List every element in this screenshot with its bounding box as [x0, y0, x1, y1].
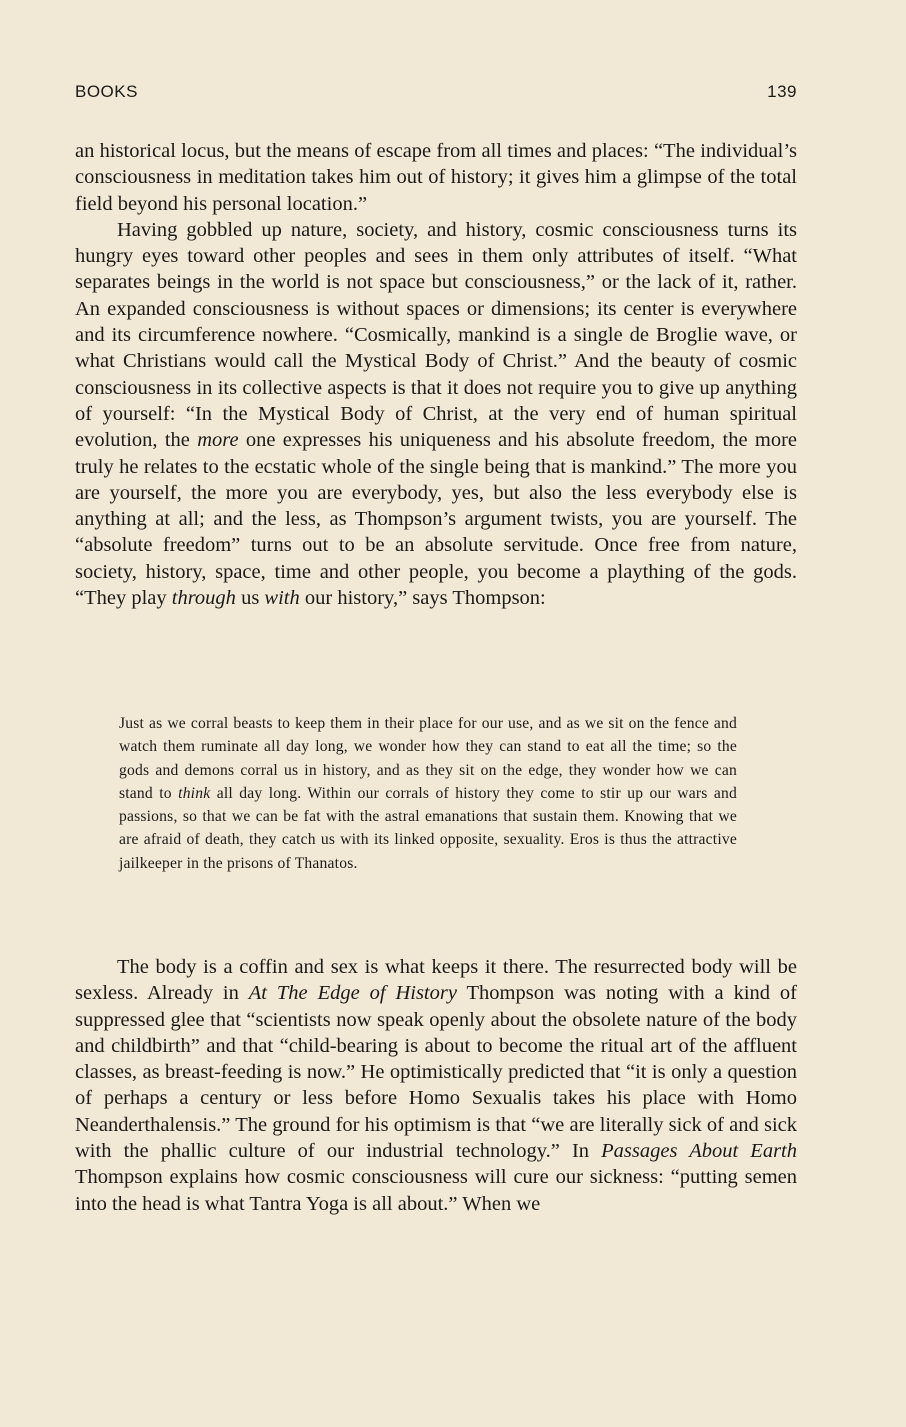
running-head — [75, 82, 797, 106]
book-title-edge-of-history: At The Edge of History — [248, 982, 457, 1005]
paragraph-1: an historical locus, but the means of escape from all times and places: “The individual’s consciousness in meditation takes him out of history; it gives him a glimpse of the total field beyond his personal location.” — [75, 140, 797, 215]
paragraph-3 — [75, 954, 797, 1217]
italic-with: with — [264, 587, 300, 610]
paragraph-2-part-b: one expresses his uniqueness and his absolute freedom, the more truly he relates to the ecstatic whole of the single being that is mankind.” The more you are yourself, the more you are everybody, yes, but also the less everybody else is anything at all; and the less, as Thompson’s argument twists, you are yourself. The “absolute freedom” turns out to be an absolute servitude. Once free from nature, society, history, space, time and other people, you become a plaything of the gods. “They play — [75, 429, 798, 610]
page-number: 139 — [767, 82, 797, 101]
paragraph-2-part-a: Having gobbled up nature, society, and history, cosmic consciousness turns its hungry eyes toward other peoples and sees in them only attributes of itself. “What separates beings in the world is not space but consciousness,” or the lack of it, rather. An expanded consciousness is without spaces or dimensions; its center is everywhere and its circumference nowhere. “Cosmically, mankind is a single de Broglie wave, or what Christians would call the Mystical Body of Christ.” And the beauty of cosmic consciousness in its collective aspects is that it does not require you to give up anything of yourself: “In the Mystical Body of Christ, at the very end of human spiritual evolution, the — [75, 218, 797, 452]
paragraph-2 — [75, 217, 797, 611]
paragraph-3-part-b: Thompson was noting with a kind of suppressed glee that “scientists now speak openly about the obsolete nature of the body and childbirth” and that “child-bearing is about to become the ritual art of the affluent classes, as breast-feeding is now.” He optimistically predicted that “it is only a question of perhaps a century or less before Homo Sexualis takes his place with Homo Neanderthalensis.” The ground for his optimism is that “we are literally sick of and sick with the phallic culture of our industrial technology.” In — [75, 982, 798, 1163]
quote-part-b: all day long. Within our corrals of history they come to stir up our wars and passions, so that we can be fat with the astral emanations that sustain them. Knowing that we are afraid of death, they catch us with its linked opposite, sexuality. Eros is thus the attractive jailkeeper in the prisons of Thanatos. — [119, 784, 737, 872]
block-quote — [119, 712, 737, 875]
running-title: BOOKS — [75, 82, 138, 101]
main-text-continued — [75, 954, 797, 1217]
italic-through: through — [171, 587, 236, 610]
main-text — [75, 138, 797, 611]
paragraph-3-part-a: The body is a coffin and sex is what keeps it there. The resurrected body will be sexless. Already in — [75, 956, 797, 1005]
italic-think: think — [178, 784, 211, 802]
paragraph-3-part-c: Thompson explains how cosmic consciousness will cure our sickness: “putting semen into the head is what Tantra Yoga is all about.” When we — [75, 1166, 797, 1215]
italic-more: more — [197, 429, 239, 452]
paragraph-2-part-d: our history,” says Thompson: — [299, 587, 546, 610]
quote-part-a: Just as we corral beasts to keep them in their place for our use, and as we sit on the fence and watch them ruminate all day long, we wonder how they can stand to eat all the time; so the gods and demons corral us in history, and as they sit on the edge, they wonder how we can stand to — [119, 715, 737, 802]
paragraph-2-part-c: us — [235, 587, 265, 610]
book-title-passages-about-earth: Passages About Earth — [601, 1140, 797, 1163]
